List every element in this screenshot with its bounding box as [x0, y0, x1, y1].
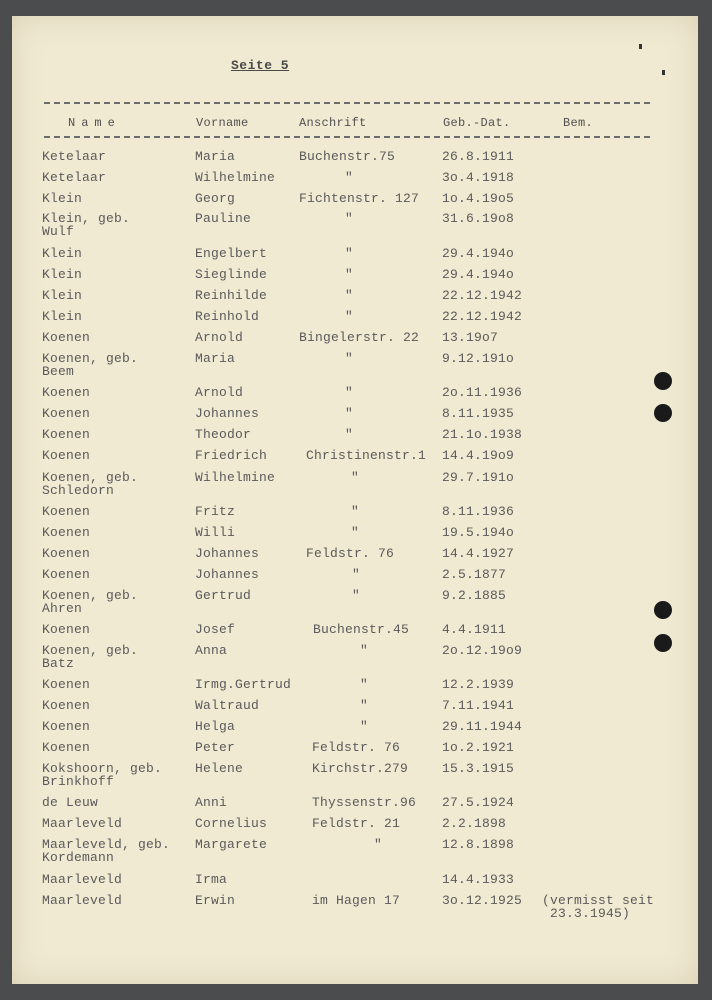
header-first-name: Vorname: [196, 116, 249, 130]
row-birth-date: 9.2.1885: [442, 588, 507, 603]
row-first-name: Arnold: [195, 330, 244, 345]
row-surname: Ketelaar: [42, 149, 107, 164]
row-first-name: Fritz: [195, 504, 236, 519]
row-surname: Koenen: [42, 448, 91, 463]
row-address: Buchenstr.75: [299, 149, 396, 164]
row-address: ": [360, 698, 369, 713]
row-birth-date: 7.11.1941: [442, 698, 515, 713]
page-title: Seite 5: [231, 58, 290, 73]
header-birth-date: Geb.-Dat.: [443, 116, 511, 130]
row-remark: (vermisst seit 23.3.1945): [542, 893, 655, 921]
row-birth-date: 27.5.1924: [442, 795, 515, 810]
row-first-name: Irma: [195, 872, 228, 887]
row-first-name: Wilhelmine: [195, 170, 276, 185]
row-birth-date: 14.4.1927: [442, 546, 515, 561]
header-divider-top: [44, 102, 650, 104]
row-first-name: Anni: [195, 795, 228, 810]
row-birth-date: 1o.2.1921: [442, 740, 515, 755]
row-first-name: Irmg.Gertrud: [195, 677, 292, 692]
row-address: Thyssenstr.96: [312, 795, 417, 810]
row-birth-date: 12.8.1898: [442, 837, 515, 852]
row-surname: Koenen: [42, 427, 91, 442]
row-address: ": [360, 719, 369, 734]
row-surname: Koenen: [42, 622, 91, 637]
row-surname: Koenen, geb. Batz: [42, 643, 139, 671]
row-address: ": [351, 504, 360, 519]
row-birth-date: 14.4.1933: [442, 872, 515, 887]
row-birth-date: 15.3.1915: [442, 761, 515, 776]
row-surname: Klein: [42, 246, 83, 261]
row-birth-date: 3o.4.1918: [442, 170, 515, 185]
paper-mark: [662, 70, 665, 75]
row-birth-date: 2.5.1877: [442, 567, 507, 582]
row-birth-date: 31.6.19o8: [442, 211, 515, 226]
header-name: Name: [68, 116, 121, 130]
row-birth-date: 9.12.191o: [442, 351, 515, 366]
row-surname: Koenen, geb. Schledorn: [42, 470, 139, 498]
row-surname: Klein: [42, 309, 83, 324]
row-first-name: Maria: [195, 149, 236, 164]
punch-hole: [654, 372, 672, 390]
row-first-name: Helga: [195, 719, 236, 734]
row-address: Buchenstr.45: [313, 622, 410, 637]
row-first-name: Willi: [195, 525, 236, 540]
row-address: ": [345, 211, 354, 226]
row-first-name: Wilhelmine: [195, 470, 276, 485]
row-address: ": [345, 385, 354, 400]
row-first-name: Pauline: [195, 211, 252, 226]
row-address: Christinenstr.1: [306, 448, 427, 463]
row-birth-date: 4.4.1911: [442, 622, 507, 637]
row-surname: Maarleveld, geb. Kordemann: [42, 837, 171, 865]
row-first-name: Johannes: [195, 406, 260, 421]
row-first-name: Margarete: [195, 837, 268, 852]
row-first-name: Sieglinde: [195, 267, 268, 282]
row-birth-date: 8.11.1935: [442, 406, 515, 421]
row-address: ": [374, 837, 383, 852]
row-birth-date: 2o.11.1936: [442, 385, 523, 400]
paper-mark: [639, 44, 642, 49]
row-surname: Koenen: [42, 677, 91, 692]
row-surname: Koenen: [42, 567, 91, 582]
row-address: ": [352, 588, 361, 603]
row-first-name: Arnold: [195, 385, 244, 400]
row-first-name: Engelbert: [195, 246, 268, 261]
row-address: ": [351, 525, 360, 540]
row-first-name: Peter: [195, 740, 236, 755]
row-birth-date: 29.11.1944: [442, 719, 523, 734]
row-address: ": [345, 170, 354, 185]
row-birth-date: 29.7.191o: [442, 470, 515, 485]
row-first-name: Waltraud: [195, 698, 260, 713]
row-birth-date: 1o.4.19o5: [442, 191, 515, 206]
row-surname: Koenen: [42, 546, 91, 561]
row-surname: Koenen: [42, 406, 91, 421]
row-birth-date: 3o.12.1925: [442, 893, 523, 908]
punch-hole: [654, 404, 672, 422]
row-surname: Koenen: [42, 525, 91, 540]
row-birth-date: 2.2.1898: [442, 816, 507, 831]
row-surname: Koenen: [42, 330, 91, 345]
row-first-name: Theodor: [195, 427, 252, 442]
row-first-name: Cornelius: [195, 816, 268, 831]
row-birth-date: 8.11.1936: [442, 504, 515, 519]
row-address: im Hagen 17: [312, 893, 401, 908]
row-surname: Koenen: [42, 385, 91, 400]
row-birth-date: 19.5.194o: [442, 525, 515, 540]
header-divider-bottom: [44, 136, 650, 138]
row-first-name: Anna: [195, 643, 228, 658]
row-surname: Klein: [42, 191, 83, 206]
row-surname: Klein, geb. Wulf: [42, 211, 131, 239]
row-address: Fichtenstr. 127: [299, 191, 420, 206]
row-surname: Maarleveld: [42, 816, 123, 831]
row-birth-date: 21.1o.1938: [442, 427, 523, 442]
row-surname: Koenen: [42, 698, 91, 713]
row-address: ": [345, 288, 354, 303]
row-birth-date: 14.4.19o9: [442, 448, 515, 463]
row-first-name: Erwin: [195, 893, 236, 908]
row-birth-date: 29.4.194o: [442, 267, 515, 282]
row-surname: Maarleveld: [42, 893, 123, 908]
punch-hole: [654, 601, 672, 619]
row-address: ": [360, 643, 369, 658]
row-address: Feldstr. 76: [312, 740, 401, 755]
row-first-name: Maria: [195, 351, 236, 366]
row-address: ": [345, 351, 354, 366]
row-address: Feldstr. 76: [306, 546, 395, 561]
row-surname: Klein: [42, 267, 83, 282]
row-first-name: Johannes: [195, 546, 260, 561]
row-first-name: Gertrud: [195, 588, 252, 603]
row-first-name: Reinhold: [195, 309, 260, 324]
row-address: ": [345, 246, 354, 261]
header-remark: Bem.: [563, 116, 594, 130]
document-page: [12, 16, 698, 984]
row-birth-date: 13.19o7: [442, 330, 499, 345]
row-surname: Koenen, geb. Beem: [42, 351, 139, 379]
row-surname: Ketelaar: [42, 170, 107, 185]
row-birth-date: 12.2.1939: [442, 677, 515, 692]
row-address: ": [345, 309, 354, 324]
row-address: Feldstr. 21: [312, 816, 401, 831]
row-first-name: Friedrich: [195, 448, 268, 463]
punch-hole: [654, 634, 672, 652]
row-first-name: Georg: [195, 191, 236, 206]
row-address: ": [345, 427, 354, 442]
row-birth-date: 26.8.1911: [442, 149, 515, 164]
row-address: Bingelerstr. 22: [299, 330, 420, 345]
row-address: ": [351, 470, 360, 485]
row-birth-date: 2o.12.19o9: [442, 643, 523, 658]
row-address: ": [345, 406, 354, 421]
row-surname: Maarleveld: [42, 872, 123, 887]
row-first-name: Helene: [195, 761, 244, 776]
row-birth-date: 22.12.1942: [442, 309, 523, 324]
row-surname: Koenen: [42, 504, 91, 519]
row-surname: Koenen: [42, 740, 91, 755]
row-surname: Kokshoorn, geb. Brinkhoff: [42, 761, 163, 789]
row-surname: de Leuw: [42, 795, 99, 810]
row-birth-date: 22.12.1942: [442, 288, 523, 303]
row-first-name: Reinhilde: [195, 288, 268, 303]
row-surname: Koenen, geb. Ahren: [42, 588, 139, 616]
row-address: ": [360, 677, 369, 692]
row-address: Kirchstr.279: [312, 761, 409, 776]
row-address: ": [352, 567, 361, 582]
row-first-name: Johannes: [195, 567, 260, 582]
row-surname: Koenen: [42, 719, 91, 734]
row-birth-date: 29.4.194o: [442, 246, 515, 261]
row-address: ": [345, 267, 354, 282]
row-first-name: Josef: [195, 622, 236, 637]
header-address: Anschrift: [299, 116, 367, 130]
row-surname: Klein: [42, 288, 83, 303]
